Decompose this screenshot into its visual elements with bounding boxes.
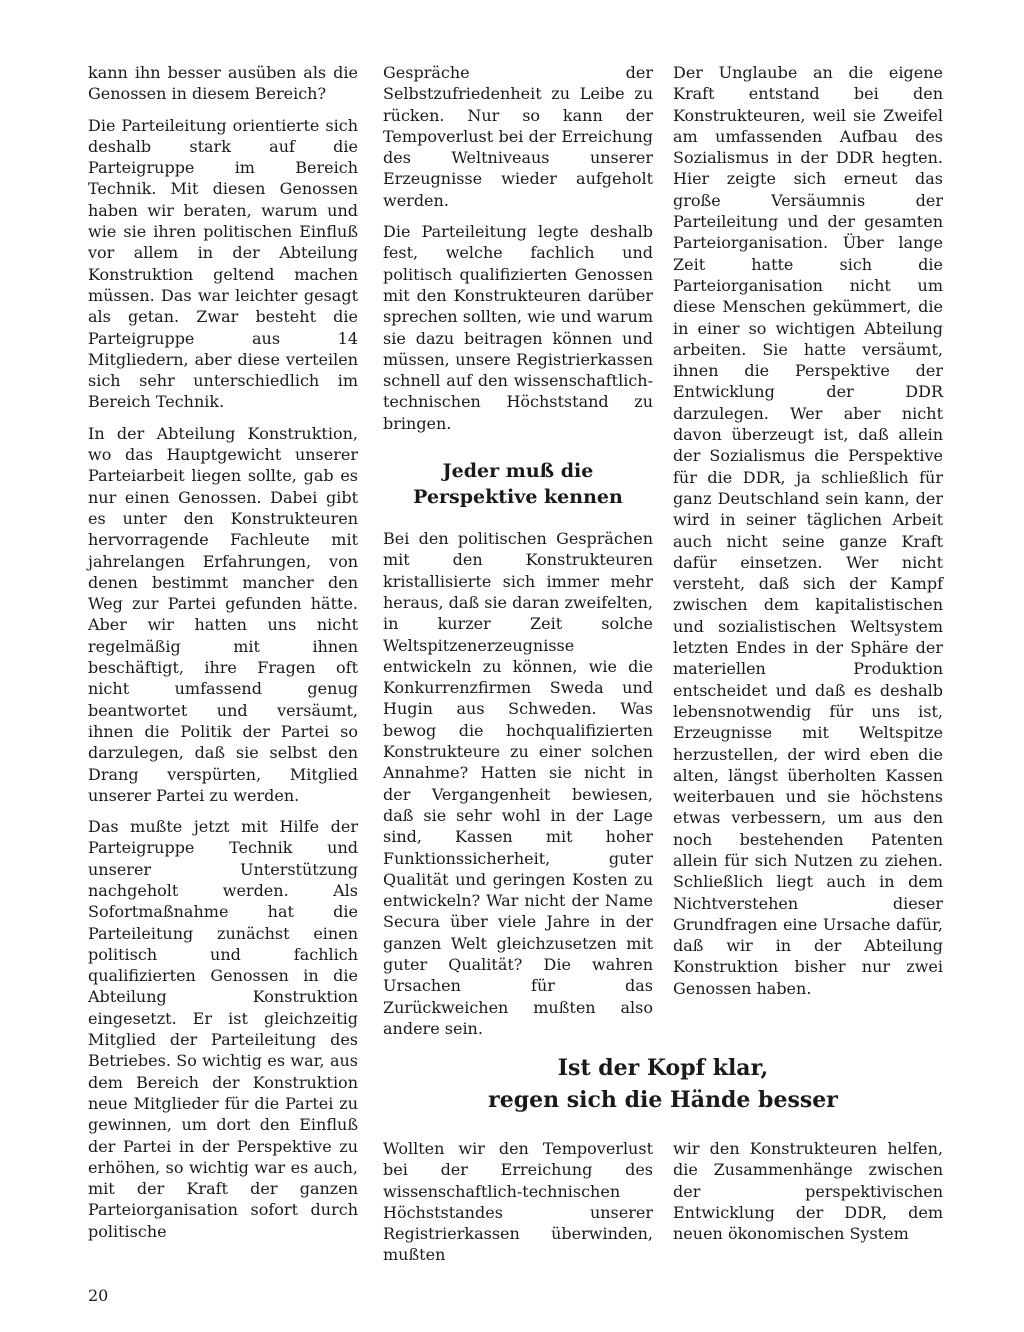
subheading-line: Perspektive kennen xyxy=(413,486,623,509)
text-column-4 xyxy=(383,1138,653,1276)
paragraph: Gespräche der Selbstzufriedenheit zu Leibe zu rücken. Nur so kann der Tempoverlust bei der Erreichung des Weltniveaus unserer Erzeugnisse wieder aufgeholt werden. xyxy=(383,63,653,210)
text-column-2 xyxy=(383,62,653,1049)
page-number: 20 xyxy=(88,1286,109,1305)
text-column-5 xyxy=(673,1138,943,1254)
heading-line: Ist der Kopf klar, xyxy=(557,1055,769,1081)
paragraph: Das mußte jetzt mit Hilfe der Parteigruppe Technik und unserer Unterstützung nachgeholt werden. Als Sofortmaßnahme hat die Parteileitung zunächst einen politisch und fachlich qualifizierten Genossen in die Abteilung Konstruktion eingesetzt. Er ist gleichzeitig Mitglied der Parteileitung des Betriebes. So wichtig es war, aus dem Bereich der Konstruktion neue Mitglieder für die Partei zu gewinnen, um dort den Einfluß der Partei in der Perspektive zu erhöhen, so wichtig war es auch, mit der Kraft der ganzen Parteiorganisation sofort durch politische xyxy=(88,817,358,1241)
paragraph: Wollten wir den Tempoverlust bei der Erreichung des wissenschaftlich-technischen Höchststandes unserer Registrierkassen überwinden, mußten xyxy=(383,1139,653,1265)
paragraph: Die Parteileitung legte deshalb fest, welche fachlich und politisch qualifizierten Genossen mit den Konstrukteuren darüber sprechen sollten, wie und warum sie dazu beitragen können und müssen, unsere Registrierkassen schnell auf den wissenschaftlich-technischen Höchststand zu bringen. xyxy=(383,222,653,433)
text-column-1 xyxy=(88,62,358,1252)
subheading-line: Jeder muß die xyxy=(442,460,594,483)
paragraph: Bei den politischen Gesprächen mit den Konstrukteuren kristallisierte sich immer mehr heraus, daß sie daran zweifelten, in kurzer Zeit solche Weltspitzenerzeugnisse entwickeln zu können, wie die Konkurrenzfirmen Sweda und Hugin aus Schweden. Was bewog die hochqualifizierten Konstrukteure zu einer solchen Annahme? Hatten sie nicht in der Vergangenheit bewiesen, daß sie sehr wohl in der Lage sind, Kassen mit hoher Funktionssicherheit, guter Qualität und geringen Kosten zu entwickeln? War nicht der Name Secura über viele Jahre in der ganzen Welt gleichzusetzen mit guter Qualität? Die wahren Ursachen für das Zurückweichen mußten also andere sein. xyxy=(383,529,653,1038)
paragraph: kann ihn besser ausüben als die Genossen in diesem Bereich? xyxy=(88,63,358,104)
paragraph: Der Unglaube an die eigene Kraft entstand bei den Konstrukteuren, weil sie Zweifel am umfassenden Aufbau des Sozialismus in der DDR hegten. Hier zeigte sich erneut das große Versäumnis der Parteileitung und der gesamten Parteiorganisation. Über lange Zeit hatte sich die Parteiorganisation nicht um diese Menschen gekümmert, die in einer so wichtigen Abteilung arbeiten. Sie hatte versäumt, ihnen die Perspektive der Entwicklung der DDR darzulegen. Wer aber nicht davon überzeugt ist, daß allein der Sozialismus die Perspektive für die DDR, ja schließlich für ganz Deutschland sein kann, der wird in seiner täglichen Arbeit auch nicht seine ganze Kraft dafür einsetzen. Wer nicht versteht, daß sich der Kampf zwischen dem kapitalistischen und sozialistischen Weltsystem letzten Endes in der Sphäre der materiellen Produktion entscheidet und daß es deshalb lebensnotwendig für uns ist, Erzeugnisse mit Weltspitze herzustellen, der wird eben die alten, längst überholten Kassen weiterbauen und sie höchstens etwas verbessern, um aus den noch bestehenden Patenten allein für sich Nutzen zu ziehen. Schließlich liegt auch in dem Nichtverstehen dieser Grundfragen eine Ursache dafür, daß wir in der Abteilung Konstruktion bisher nur zwei Genossen haben. xyxy=(673,63,943,998)
section-subheading xyxy=(383,458,653,510)
text-column-3 xyxy=(673,62,943,1009)
section-heading xyxy=(383,1052,943,1116)
heading-line: regen sich die Hände besser xyxy=(488,1087,838,1113)
paragraph: Die Parteileitung orientierte sich deshalb stark auf die Parteigruppe im Bereich Technik. Mit diesen Genossen haben wir beraten, warum und wie sie ihren politischen Einfluß vor allem in der Abteilung Konstruktion geltend machen müssen. Das war leichter gesagt als getan. Zwar besteht die Parteigruppe aus 14 Mitgliedern, aber diese verteilen sich sehr unterschiedlich im Bereich Technik. xyxy=(88,115,358,412)
paragraph: In der Abteilung Konstruktion, wo das Hauptgewicht unserer Parteiarbeit liegen sollte, gab es nur einen Genossen. Dabei gibt es unter den Konstrukteuren hervorragende Fachleute mit jahrelangen Erfahrungen, von denen bestimmt mancher den Weg zur Partei gefunden hätte. Aber wir hatten uns nicht regelmäßig mit ihnen beschäftigt, ihre Fragen oft nicht umfassend genug beantwortet und versäumt, ihnen die Politik der Partei so darzulegen, daß sie selbst den Drang verspürten, Mitglied unserer Partei zu werden. xyxy=(88,423,358,805)
paragraph: wir den Konstrukteuren helfen, die Zusammenhänge zwischen der perspektivischen Entwicklung der DDR, dem neuen ökonomischen System xyxy=(673,1139,943,1244)
